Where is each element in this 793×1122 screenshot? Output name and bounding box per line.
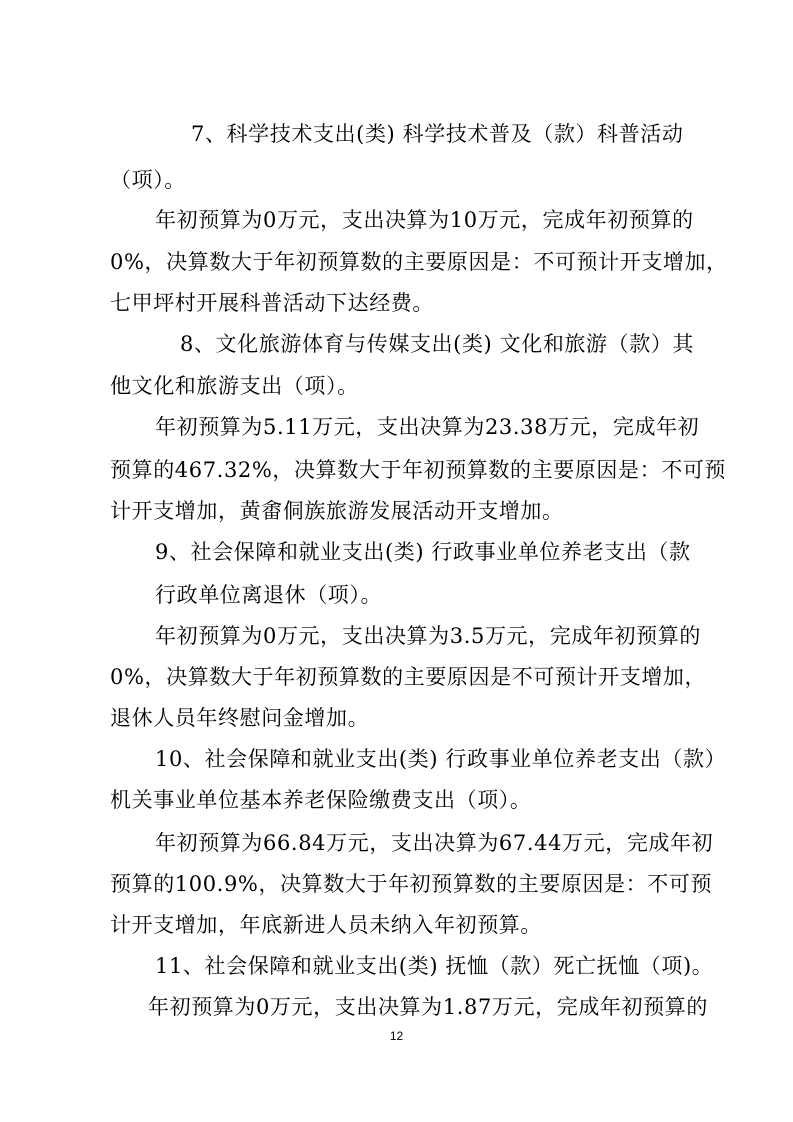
item-9-body-line-1: 年初预算为0万元，支出决算为3.5万元，完成年初预算的	[155, 624, 701, 648]
item-11-heading-line-1: 11、社会保障和就业支出(类) 抚恤（款）死亡抚恤（项)。	[155, 954, 714, 978]
item-8-heading-line-2: 他文化和旅游支出（项）。	[110, 374, 359, 398]
item-7-body-line-2: 0%，决算数大于年初预算数的主要原因是：不可预计开支增加，	[110, 250, 728, 274]
item-10-heading-line-1: 10、社会保障和就业支出(类) 行政事业单位养老支出（款）	[155, 747, 727, 771]
page-number: 12	[389, 1029, 404, 1043]
item-7-heading-line-2: （项）。	[110, 168, 186, 192]
item-11-body-line-1: 年初预算为0万元，支出决算为1.87万元，完成年初预算的	[148, 995, 708, 1019]
item-9-heading-line-1: 9、社会保障和就业支出(类) 行政事业单位养老支出（款	[155, 540, 691, 564]
item-8-body-line-2: 预算的467.32%，决算数大于年初预算数的主要原因是：不可预	[110, 458, 727, 482]
item-9-body-line-3: 退休人员年终慰问金增加。	[110, 706, 370, 730]
item-10-heading-line-2: 机关事业单位基本养老保险缴费支出（项）。	[110, 788, 532, 812]
item-8-body-line-1: 年初预算为5.11万元，支出决算为23.38万元，完成年初	[155, 415, 700, 439]
item-9-body-line-2: 0%，决算数大于年初预算数的主要原因是不可预计开支增加，	[110, 665, 707, 689]
item-10-body-line-3: 计开支增加，年底新进人员未纳入年初预算。	[110, 913, 542, 937]
item-9-heading-line-2: 行政单位离退休（项）。	[155, 583, 383, 607]
item-8-heading-line-1: 8、文化旅游体育与传媒支出(类) 文化和旅游（款）其	[180, 332, 695, 356]
item-10-body-line-2: 预算的100.9%，决算数大于年初预算数的主要原因是：不可预	[110, 872, 713, 896]
item-10-body-line-1: 年初预算为66.84万元，支出决算为67.44万元，完成年初	[155, 831, 714, 855]
item-8-body-line-3: 计开支增加，黄畬侗族旅游发展活动开支增加。	[110, 499, 564, 523]
item-7-heading-line-1: 7、科学技术支出(类) 科学技术普及（款）科普活动	[191, 122, 684, 146]
item-7-body-line-3: 七甲坪村开展科普活动下达经费。	[110, 291, 434, 315]
item-7-body-line-1: 年初预算为0万元，支出决算为10万元，完成年初预算的	[155, 208, 694, 232]
